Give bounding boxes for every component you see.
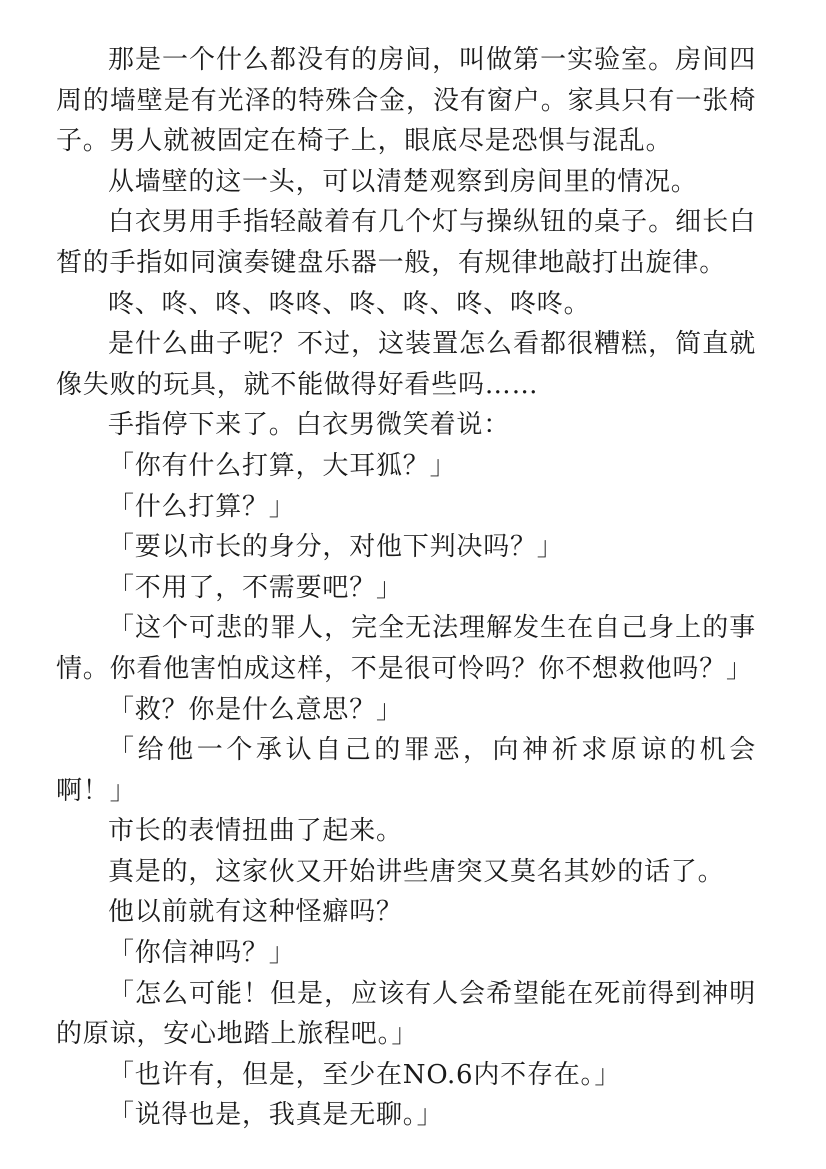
paragraph: 白衣男用手指轻敲着有几个灯与操纵钮的桌子。细长白皙的手指如同演奏键盘乐器一般，有规律地敲打出旋律。 — [56, 207, 756, 278]
paragraph: 从墙壁的这一头，可以清楚观察到房间里的情况。 — [108, 166, 698, 197]
dialogue-line: 「你信神吗？」 — [108, 938, 296, 969]
dialogue-line: 「也许有，但是，至少在NO.6内不存在。」 — [108, 1059, 622, 1090]
paragraph: 那是一个什么都没有的房间，叫做第一实验室。房间四周的墙壁是有光泽的特殊合金，没有窗户。家具只有一张椅子。男人就被固定在椅子上，眼底尽是恐惧与混乱。 — [56, 45, 756, 157]
dialogue-line: 「什么打算？」 — [108, 491, 296, 522]
dialogue-line: 「你有什么打算，大耳狐？」 — [108, 450, 457, 481]
paragraph: 咚、咚、咚、咚咚、咚、咚、咚、咚咚。 — [108, 288, 591, 319]
dialogue-line: 「不用了，不需要吧？」 — [108, 572, 403, 603]
dialogue-line: 「给他一个承认自己的罪恶，向神祈求原谅的机会啊！」 — [56, 735, 756, 806]
dialogue-line: 「要以市长的身分，对他下判决吗？」 — [108, 532, 564, 563]
dialogue-line: 「这个可悲的罪人，完全无法理解发生在自己身上的事情。你看他害怕成这样，不是很可怜吗？你不想救他吗？」 — [56, 613, 756, 684]
paragraph: 真是的，这家伙又开始讲些唐突又莫名其妙的话了。 — [108, 856, 725, 887]
paragraph: 市长的表情扭曲了起来。 — [108, 816, 403, 847]
dialogue-line: 「说得也是，我真是无聊。」 — [108, 1100, 444, 1131]
dialogue-line: 「怎么可能！但是，应该有人会希望能在死前得到神明的原谅，安心地踏上旅程吧。」 — [56, 978, 756, 1050]
dialogue-line: 「救？你是什么意思？」 — [108, 694, 403, 725]
paragraph: 他以前就有这种怪癖吗？ — [108, 897, 403, 928]
page-body — [56, 40, 756, 1136]
paragraph: 手指停下来了。白衣男微笑着说： — [108, 410, 511, 441]
paragraph: 是什么曲子呢？不过，这装置怎么看都很糟糕，简直就像失败的玩具，就不能做得好看些吗…… — [56, 329, 756, 400]
